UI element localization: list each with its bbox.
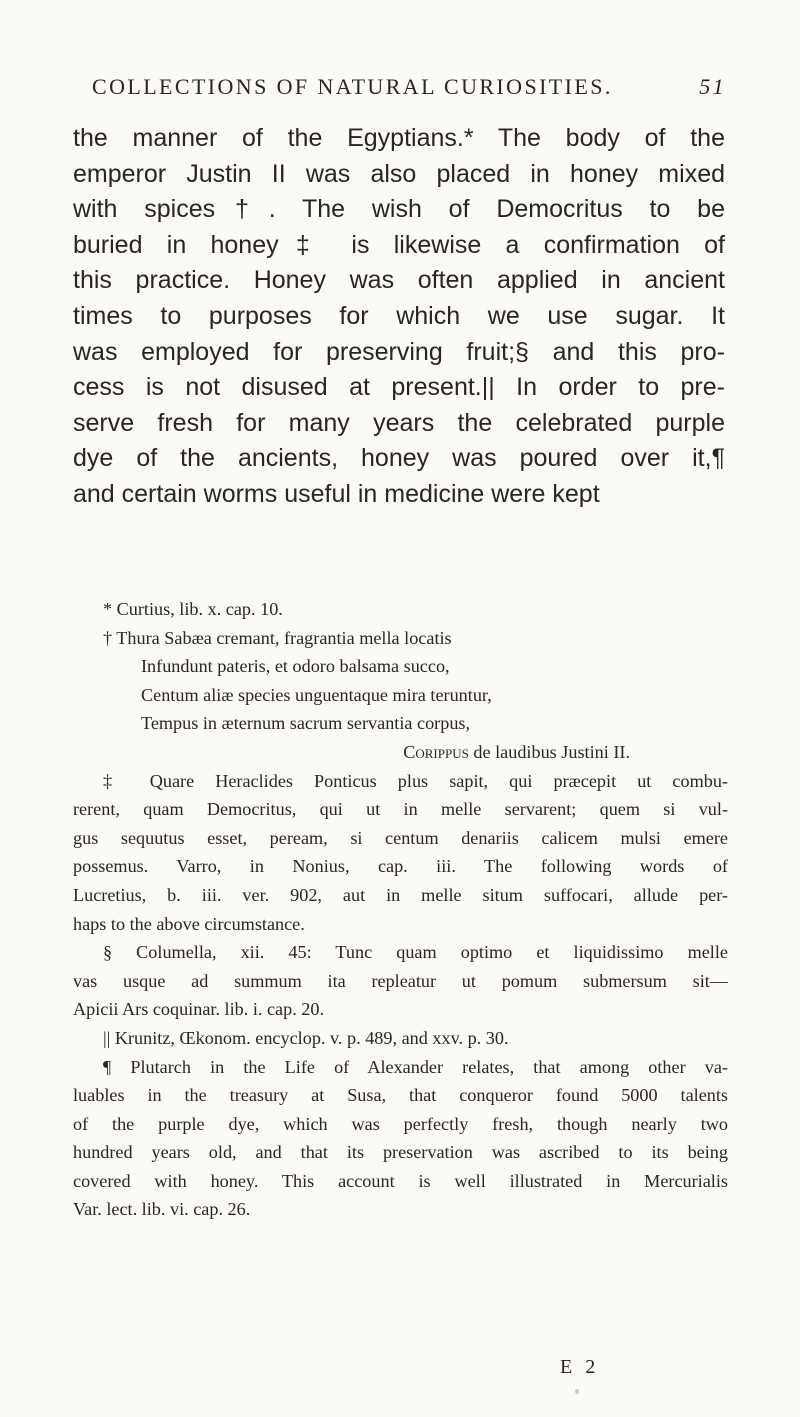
page-number: 51 <box>699 74 726 99</box>
running-header <box>92 74 726 100</box>
footnote-line: § Columella, xii. 45: Tunc quam optimo et liquidissimo melle <box>103 942 728 963</box>
signature-mark: E 2 <box>560 1356 600 1378</box>
running-title: COLLECTIONS OF NATURAL CURIOSITIES. <box>92 74 613 99</box>
footnote-line: vas usque ad summum ita repleatur ut pomum submersum sit— <box>73 970 728 991</box>
footnote-line: ¶ Plutarch in the Life of Alexander relates, that among other va- <box>103 1056 728 1077</box>
footnote-line: gus sequutus esset, peream, si centum denariis calicem mulsi emere <box>73 827 728 848</box>
footnotes <box>73 595 728 1224</box>
footnote-line: || Krunitz, Œkonom. encyclop. v. p. 489, and xxv. p. 30. <box>103 1027 509 1048</box>
main-text <box>73 121 725 513</box>
footnote-line: Infundunt pateris, et odoro balsama succo, <box>141 656 450 677</box>
footnote-line: possemus. Varro, in Nonius, cap. iii. The following words of <box>73 856 728 877</box>
text-line: times to purposes for which we use sugar. It <box>73 301 725 330</box>
footnote-line: hundred years old, and that its preservation was ascribed to its being <box>73 1142 728 1163</box>
footnote-line: luables in the treasury at Susa, that conqueror found 5000 talents <box>73 1085 728 1106</box>
text-line: emperor Justin II was also placed in honey mixed <box>73 159 725 188</box>
footnote-line: Apicii Ars coquinar. lib. i. cap. 20. <box>73 999 325 1020</box>
footnote-attribution: Corippus de laudibus Justini II. <box>403 741 630 762</box>
text-line: buried in honey‡ is likewise a confirmation of <box>73 230 725 259</box>
text-line: with spices†. The wish of Democritus to be <box>73 195 725 224</box>
text-line: this practice. Honey was often applied in ancient <box>73 266 725 295</box>
footnote-line: Lucretius, b. iii. ver. 902, aut in melle situm suffocari, allude per- <box>73 884 728 905</box>
footnote-line: Var. lect. lib. vi. cap. 26. <box>73 1199 251 1220</box>
footnote-line: rerent, quam Democritus, qui ut in melle servarent; quem si vul- <box>73 799 728 820</box>
footnote-line: of the purple dye, which was perfectly fresh, though nearly two <box>73 1113 728 1134</box>
text-line: dye of the ancients, honey was poured over it,¶ <box>73 444 725 473</box>
footnote-line: Centum aliæ species unguentaque mira teruntur, <box>141 684 492 705</box>
text-line: was employed for preserving fruit;§ and this pro- <box>73 337 725 366</box>
footnote-line: covered with honey. This account is well illustrated in Mercurialis <box>73 1170 728 1191</box>
text-line: the manner of the Egyptians.* The body of the <box>73 124 725 152</box>
text-line: cess is not disused at present.|| In order to pre- <box>73 373 725 402</box>
footnote-line: * Curtius, lib. x. cap. 10. <box>103 599 283 619</box>
footnote-line: ‡ Quare Heraclides Ponticus plus sapit, qui præcepit ut combu- <box>103 770 728 791</box>
footnote-line: † Thura Sabæa cremant, fragrantia mella locatis <box>103 627 452 648</box>
footnote-line: Tempus in æternum sacrum servantia corpus, <box>141 713 471 734</box>
paper-speck <box>575 1389 579 1394</box>
text-line: and certain worms useful in medicine were kept <box>73 479 600 508</box>
footnote-line: haps to the above circumstance. <box>73 913 305 934</box>
text-line: serve fresh for many years the celebrated purple <box>73 408 725 437</box>
